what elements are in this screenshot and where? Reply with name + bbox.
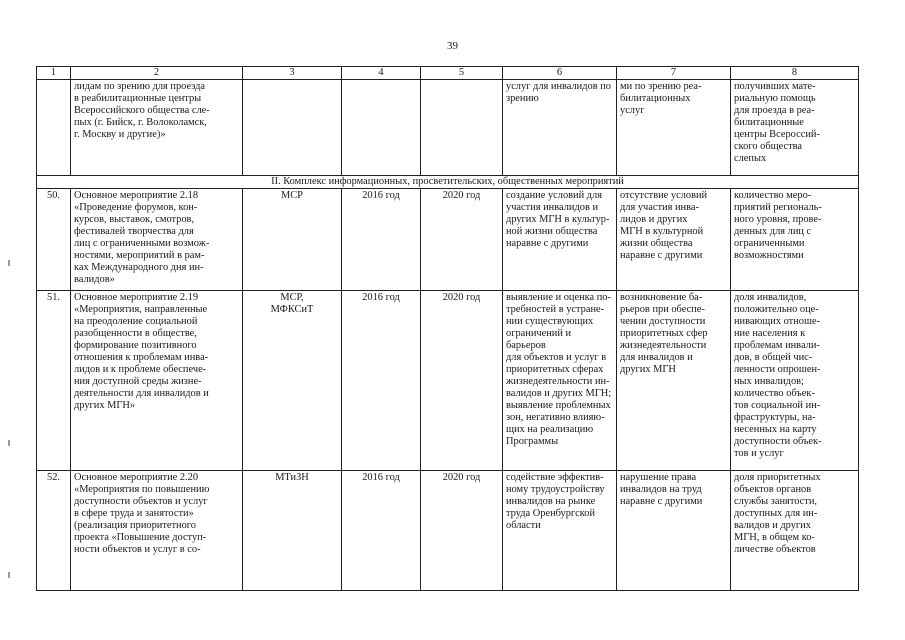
cell-consequence: отсутствие условий для участия инва- лидов и других МГН в культурной жизни общества наравне с другими (617, 189, 731, 291)
cell-activity: Основное мероприятие 2.20 «Мероприятия по повышению доступности объектов и услуг в сфере труда и занятости» (реализация приоритетного проекта «Повышение доступ- ности объектов и услуг в со- (71, 471, 243, 591)
column-header: 3 (243, 67, 342, 80)
cell-start (342, 80, 421, 176)
cell-result: выявление и оценка по- требностей в устране- нии существующих ограничений и барьеров для объектов и услуг в приоритетных сферах жизнедеятельности ин- валидов и других МГН; выявление проблемных зон, негативно влияю- щих на реализацию Программы (503, 291, 617, 471)
column-header: 1 (37, 67, 71, 80)
cell-executor: МСР, МФКСиТ (243, 291, 342, 471)
column-header: 7 (617, 67, 731, 80)
cell-number: 51. (37, 291, 71, 471)
cell-number (37, 80, 71, 176)
column-header: 4 (342, 67, 421, 80)
cell-indicator: доля инвалидов, положительно оце- нивающих отноше- ние населения к проблемам инвали- дов, в общей чис- ленности опрошен- ных инвалидов; количество объек- тов социальной ин- фраструктуры, на- несенных на карту доступности объек- тов и услуг (731, 291, 859, 471)
cell-end: 2020 год (421, 471, 503, 591)
cell-consequence: возникновение ба- рьеров при обеспе- чении доступности приоритетных сфер жизнедеятельности для инвалидов и других МГН (617, 291, 731, 471)
table-row (37, 291, 859, 471)
margin-mark (8, 260, 10, 266)
cell-number: 52. (37, 471, 71, 591)
cell-result: создание условий для участия инвалидов и других МГН в культур- ной жизни общества наравне с другими (503, 189, 617, 291)
cell-executor (243, 80, 342, 176)
cell-end: 2020 год (421, 189, 503, 291)
cell-consequence: нарушение права инвалидов на труд наравне с другими (617, 471, 731, 591)
column-header: 8 (731, 67, 859, 80)
cell-result: содействие эффектив- ному трудоустройству инвалидов на рынке труда Оренбургской области (503, 471, 617, 591)
cell-executor: МТиЗН (243, 471, 342, 591)
cell-end (421, 80, 503, 176)
table-row (37, 471, 859, 591)
section-row (37, 176, 859, 189)
margin-mark (8, 440, 10, 446)
measures-table (36, 66, 859, 591)
margin-mark (8, 572, 10, 578)
cell-activity: Основное мероприятие 2.18 «Проведение форумов, кон- курсов, выставок, смотров, фестивалей творчества для лиц с ограниченными возмож- ностями, мероприятий в рам- ках Международного дня ин- валидов» (71, 189, 243, 291)
continued-row (37, 80, 859, 176)
cell-start: 2016 год (342, 471, 421, 591)
column-header: 2 (71, 67, 243, 80)
cell-consequence: ми по зрению реа- билитационных услуг (617, 80, 731, 176)
cell-indicator: получивших мате- риальную помощь для проезда в реа- билитационные центры Всероссий- ского общества слепых (731, 80, 859, 176)
cell-activity: Основное мероприятие 2.19 «Мероприятия, направленные на преодоление социальной разобщенности в обществе, формирование позитивного отношения к проблемам инва- лидов и к проблеме обеспече- ния доступной среды жизне- деятельности для инвалидов и других МГН» (71, 291, 243, 471)
cell-start: 2016 год (342, 189, 421, 291)
cell-indicator: доля приоритетных объектов органов службы занятости, доступных для ин- валидов и других МГН, в общем ко- личестве объектов (731, 471, 859, 591)
cell-end: 2020 год (421, 291, 503, 471)
column-header: 6 (503, 67, 617, 80)
cell-result: услуг для инвалидов по зрению (503, 80, 617, 176)
table-row (37, 189, 859, 291)
cell-number: 50. (37, 189, 71, 291)
cell-indicator: количество меро- приятий региональ- ного уровня, прове- денных для лиц с ограниченными возможностями (731, 189, 859, 291)
section-title: II. Комплекс информационных, просветительских, общественных мероприятий (37, 176, 859, 189)
page-number: 39 (447, 40, 458, 52)
column-number-header (37, 67, 859, 80)
cell-executor: МСР (243, 189, 342, 291)
cell-start: 2016 год (342, 291, 421, 471)
column-header: 5 (421, 67, 503, 80)
cell-activity: лидам по зрению для проезда в реабилитационные центры Всероссийского общества сле- пых (г. Бийск, г. Волоколамск, г. Москву и другие)» (71, 80, 243, 176)
